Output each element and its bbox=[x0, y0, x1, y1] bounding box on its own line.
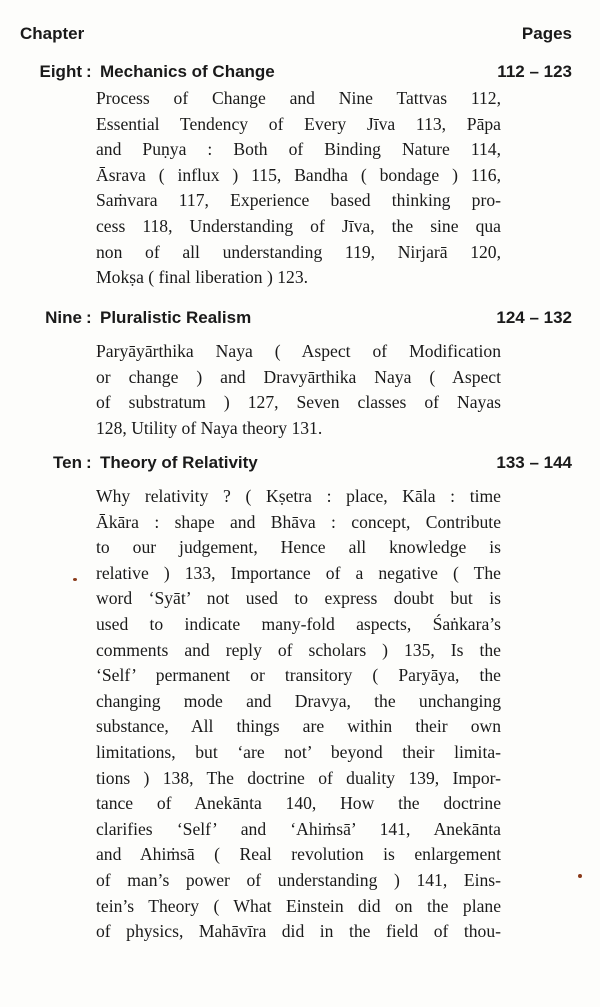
contents-line: Ākāra : shape and Bhāva : concept, Contribute bbox=[96, 511, 501, 532]
chapter-contents-nine bbox=[96, 339, 501, 441]
contents-line: Paryāyārthika Naya ( Aspect of Modification bbox=[96, 341, 501, 361]
contents-line: Mokṣa ( final liberation ) 123. bbox=[96, 267, 309, 288]
contents-line: used to indicate many-fold aspects, Śaṅkara’s bbox=[96, 613, 501, 634]
chapter-page-range: 124 – 132 bbox=[496, 308, 572, 327]
contents-line: or change ) and Dravyārthika Naya ( Aspect bbox=[96, 366, 501, 387]
chapter-separator: : bbox=[86, 62, 92, 81]
contents-line: substance, All things are within their own bbox=[96, 716, 501, 737]
contents-line: and Ahiṁsā ( Real revolution is enlargement bbox=[96, 844, 501, 865]
chapter-column-header: Chapter bbox=[20, 24, 85, 43]
contents-line: word ‘Syāt’ not used to express doubt but is bbox=[96, 588, 501, 609]
contents-line: to our judgement, Hence all knowledge is bbox=[96, 537, 501, 558]
print-speck bbox=[73, 578, 77, 581]
contents-line: clarifies ‘Self’ and ‘Ahiṁsā’ 141, Anekānta bbox=[96, 818, 501, 839]
contents-line: relative ) 133, Importance of a negative ( The bbox=[96, 562, 501, 583]
chapter-separator: : bbox=[86, 308, 92, 327]
contents-line: changing mode and Dravya, the unchanging bbox=[96, 690, 501, 711]
contents-line: of physics, Mahāvīra did in the field of thou- bbox=[96, 921, 501, 942]
contents-line: limitations, but ‘are not’ beyond their limita- bbox=[96, 741, 501, 762]
contents-line: Process of Change and Nine Tattvas 112, bbox=[96, 88, 501, 108]
contents-line: tein’s Theory ( What Einstein did on the plane bbox=[96, 895, 501, 916]
contents-line: comments and reply of scholars ) 135, Is the bbox=[96, 639, 501, 660]
chapter-number: Nine bbox=[45, 308, 82, 327]
chapter-title: Theory of Relativity bbox=[100, 453, 258, 472]
chapter-page-range: 112 – 123 bbox=[497, 62, 572, 81]
chapter-title: Mechanics of Change bbox=[100, 62, 275, 81]
contents-line: ‘Self’ permanent or transitory ( Paryāya, the bbox=[96, 665, 501, 686]
contents-line: Essential Tendency of Every Jīva 113, Pāpa bbox=[96, 113, 501, 134]
contents-line: Why relativity ? ( Kṣetra : place, Kāla : time bbox=[96, 486, 501, 506]
contents-line: 128, Utility of Naya theory 131. bbox=[96, 417, 323, 438]
chapter-title: Pluralistic Realism bbox=[100, 308, 252, 327]
chapter-contents-eight bbox=[96, 86, 501, 291]
contents-line: and Puṇya : Both of Binding Nature 114, bbox=[96, 139, 501, 160]
print-speck bbox=[578, 874, 582, 878]
pages-column-header: Pages bbox=[521, 24, 572, 43]
chapter-number: Ten bbox=[53, 453, 82, 472]
contents-line: Saṁvara 117, Experience based thinking pro- bbox=[96, 190, 501, 211]
contents-line: tions ) 138, The doctrine of duality 139, Impor- bbox=[96, 767, 501, 788]
contents-line: cess 118, Understanding of Jīva, the sine qua bbox=[96, 215, 501, 236]
contents-line: non of all understanding 119, Nirjarā 120, bbox=[96, 241, 501, 262]
contents-line: Āsrava ( influx ) 115, Bandha ( bondage ) 116, bbox=[96, 164, 501, 185]
contents-line: of man’s power of understanding ) 141, Eins- bbox=[96, 869, 501, 890]
chapter-number: Eight bbox=[39, 62, 82, 81]
chapter-separator: : bbox=[86, 453, 92, 472]
contents-line: tance of Anekānta 140, How the doctrine bbox=[96, 793, 501, 814]
chapter-page-range: 133 – 144 bbox=[496, 453, 572, 472]
contents-line: of substratum ) 127, Seven classes of Nayas bbox=[96, 392, 501, 413]
chapter-contents-ten bbox=[96, 484, 501, 945]
